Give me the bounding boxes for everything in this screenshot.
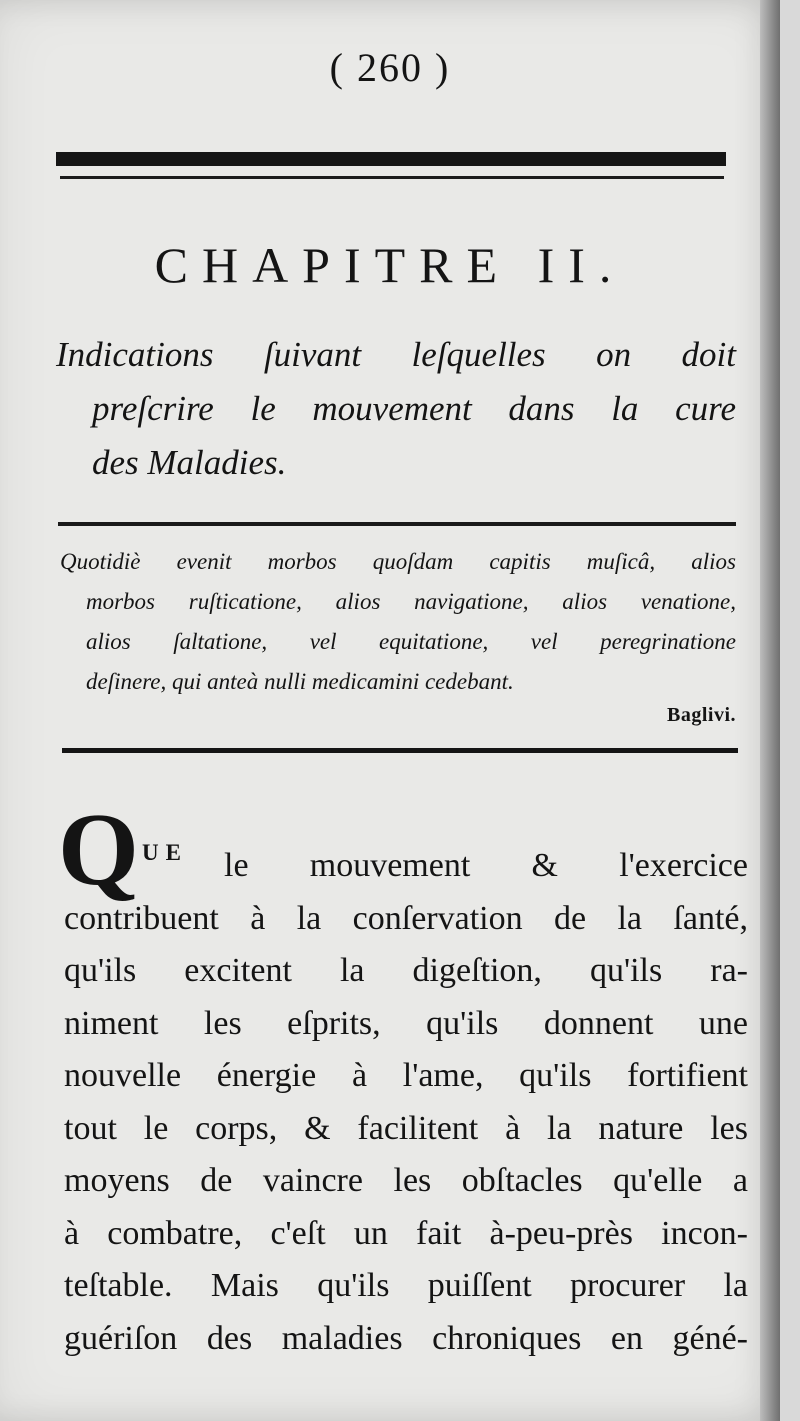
opening-small-caps: UE: [142, 840, 188, 865]
body-line: moyens de vaincre les obſtacles qu'elle a: [64, 1162, 748, 1199]
body-line: à combatre, c'eſt un fait à-peu-près incon-: [64, 1214, 748, 1252]
epigraph: [60, 542, 736, 702]
epigraph-attribution: Baglivi.: [666, 704, 736, 726]
body-line: tout le corps, & facilitent à la nature les: [64, 1109, 748, 1147]
body-line: teſtable. Mais qu'ils puiſſent procurer la: [64, 1267, 748, 1304]
body-line: nouvelle énergie à l'ame, qu'ils fortifient: [64, 1057, 748, 1094]
subtitle-line: des Maladies.: [92, 443, 287, 482]
drop-cap: Q: [58, 792, 139, 907]
chapter-subtitle: [56, 328, 736, 490]
epigraph-line: Quotidiè evenit morbos quoſdam capitis muſicâ, alios: [60, 549, 736, 574]
epigraph-bottom-rule: [62, 748, 738, 753]
subtitle-line: Indications ſuivant leſquelles on doit: [56, 335, 736, 374]
subtitle-line: preſcrire le mouvement dans la cure: [92, 389, 736, 428]
page-number: ( 260 ): [329, 45, 451, 90]
chapter-title: CHAPITRE II.: [154, 237, 626, 293]
body-paragraph: [64, 840, 748, 1365]
body-line: le mouvement & l'exercice: [224, 847, 748, 884]
body-line: niment les eſprits, qu'ils donnent une: [64, 1004, 748, 1042]
header-thick-rule: [56, 152, 726, 166]
body-line: qu'ils excitent la digeſtion, qu'ils ra-: [64, 952, 748, 989]
body-line: contribuent à la conſervation de la ſanté,: [64, 899, 748, 937]
epigraph-line: alios ſaltatione, vel equitatione, vel peregrinatione: [86, 629, 736, 654]
epigraph-line: deſinere, qui anteà nulli medicamini cedebant.: [86, 669, 514, 694]
page-edge-shadow: [760, 0, 780, 1421]
epigraph-line: morbos ruſticatione, alios navigatione, alios venatione,: [86, 589, 736, 614]
header-thin-rule: [60, 176, 724, 179]
body-line: guériſon des maladies chroniques en géné-: [64, 1319, 748, 1357]
epigraph-top-rule: [58, 522, 736, 526]
